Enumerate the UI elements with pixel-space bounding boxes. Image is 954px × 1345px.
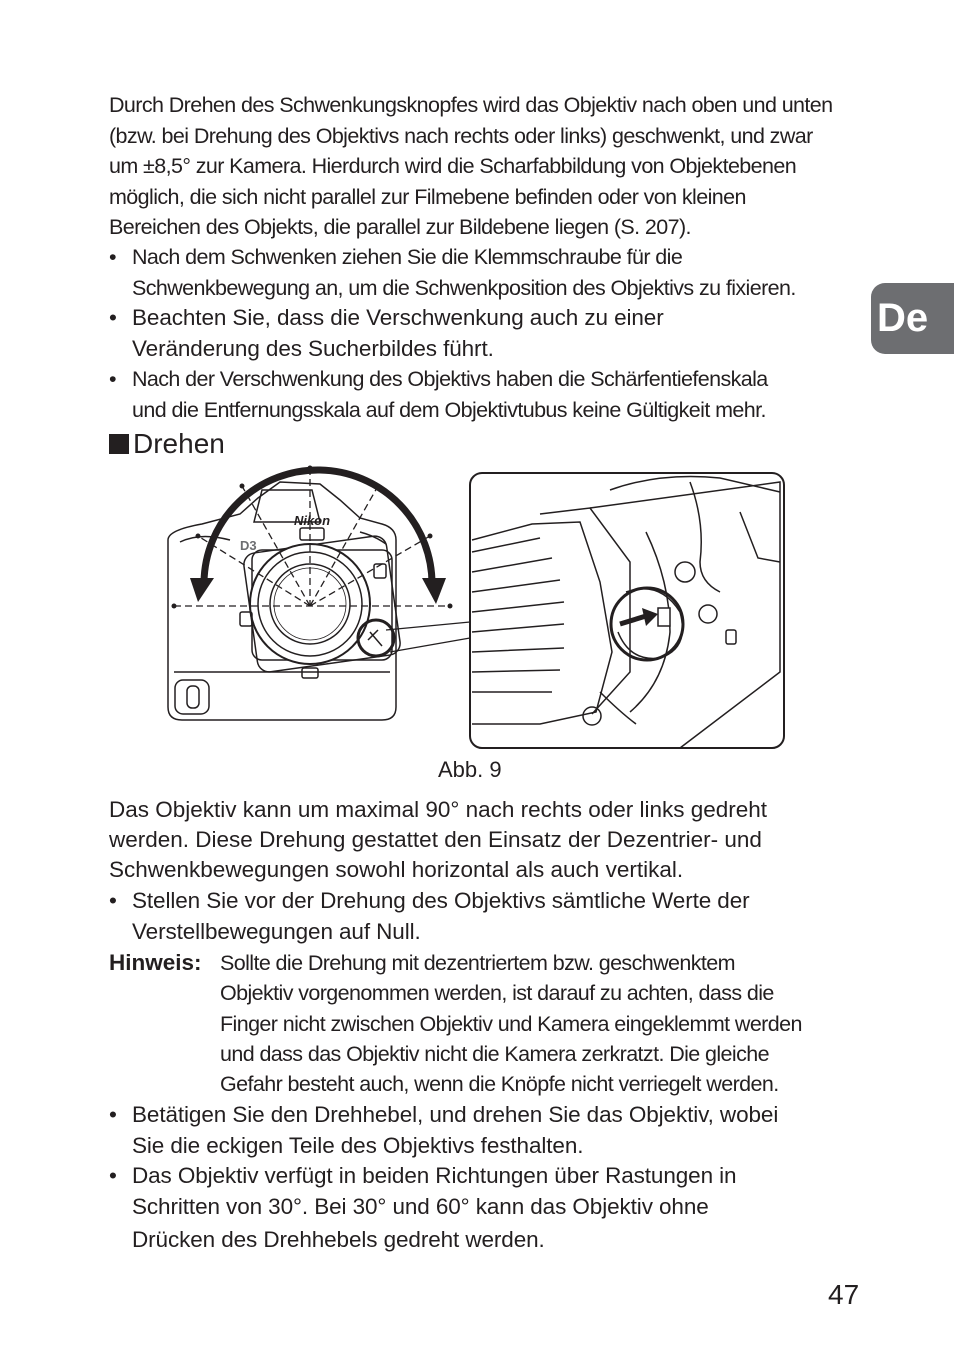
note-label: Hinweis:	[109, 950, 202, 975]
bullet-line: Schwenkbewegung an, um die Schwenkposition des Objektivs zu fixieren.	[132, 275, 796, 300]
intro-line: möglich, die sich nicht parallel zur Filmebene befinden oder von kleinen	[109, 184, 746, 209]
bullet-line: Beachten Sie, dass die Verschwenkung auch zu einer	[132, 305, 664, 330]
intro-line: um ±8,5° zur Kamera. Hierdurch wird die Scharfabbildung von Objektebenen	[109, 154, 797, 179]
rotation-lever-icon	[658, 608, 670, 626]
bullet-line: Veränderung des Sucherbildes führt.	[132, 335, 494, 361]
square-bullet-icon	[109, 434, 129, 454]
bullet-line: Verstellbewegungen auf Null.	[132, 918, 421, 944]
bullet-dot: •	[109, 245, 116, 269]
paragraph-line: Schwenkbewegungen sowohl horizontal als auch vertikal.	[109, 857, 684, 883]
bullet-dot: •	[109, 367, 116, 391]
bullet-line: und die Entfernungsskala auf dem Objektivtubus keine Gültigkeit mehr.	[132, 397, 766, 422]
note-line: und dass das Objektiv nicht die Kamera zerkratzt. Die gleiche	[220, 1041, 769, 1066]
bullet-dot: •	[109, 1102, 117, 1127]
rotation-figure	[160, 462, 790, 754]
camera-front-illustration	[168, 482, 402, 720]
intro-line: Bereichen des Objekts, die parallel zur Bildebene liegen (S. 207).	[109, 215, 691, 240]
paragraph-line: werden. Diese Drehung gestattet den Einsatz der Dezentrier- und	[109, 827, 762, 853]
bullet-line: Das Objektiv verfügt in beiden Richtungen über Rastungen in	[132, 1163, 737, 1188]
camera-brand-label: Nikon	[293, 513, 331, 528]
note-line: Sollte die Drehung mit dezentriertem bzw. geschwenktem	[220, 951, 735, 975]
bullet-viewfinder	[109, 303, 854, 364]
rotation-paragraph	[109, 795, 869, 886]
figure-caption: Abb. 9	[438, 757, 502, 782]
bullet-scales	[109, 364, 854, 425]
paragraph-line: Das Objektiv kann um maximal 90° nach rechts oder links gedreht	[109, 797, 768, 822]
bullet-rotation-lever	[109, 1100, 854, 1161]
arrow-head-right-icon	[422, 578, 446, 604]
bullet-line: Schritten von 30°. Bei 30° und 60° kann das Objektiv ohne	[132, 1193, 709, 1219]
language-tab: De	[871, 283, 954, 354]
section-heading-text: Drehen	[133, 428, 225, 459]
bullet-line: Stellen Sie vor der Drehung des Objektivs sämtliche Werte der	[132, 888, 750, 913]
note-line: Finger nicht zwischen Objektiv und Kamera eingeklemmt werden	[220, 1011, 802, 1036]
intro-line: Durch Drehen des Schwenkungsknopfes wird das Objektiv nach oben und unten	[109, 93, 833, 117]
bullet-line: Betätigen Sie den Drehhebel, und drehen Sie das Objektiv, wobei	[132, 1102, 779, 1127]
bullet-detents	[109, 1161, 854, 1256]
bullet-line: Sie die eckigen Teile des Objektivs festhalten.	[132, 1132, 584, 1158]
bullet-dot: •	[109, 305, 117, 330]
section-heading	[109, 427, 225, 461]
bullet-line: Nach der Verschwenkung des Objektivs haben die Schärfentiefenskala	[132, 367, 768, 391]
bullet-dot: •	[109, 1163, 117, 1188]
bullet-reset-values	[109, 886, 854, 947]
note-line: Gefahr besteht auch, wenn die Knöpfe nicht verriegelt werden.	[220, 1072, 779, 1097]
note-text	[220, 948, 860, 1099]
arrow-head-left-icon	[190, 578, 214, 602]
intro-paragraph	[109, 90, 849, 243]
bullet-line: Drücken des Drehhebels gedreht werden.	[132, 1227, 545, 1253]
bullet-dot: •	[109, 888, 117, 913]
intro-line: (bzw. bei Drehung des Objektivs nach rechts oder links) geschwenkt, und zwar	[109, 123, 813, 148]
bullet-clamp-screw	[109, 242, 854, 303]
camera-model-label: D3	[240, 538, 257, 553]
note-line: Objektiv vorgenommen werden, ist darauf zu achten, dass die	[220, 981, 774, 1006]
page-number: 47	[828, 1279, 860, 1310]
bullet-line: Nach dem Schwenken ziehen Sie die Klemmschraube für die	[132, 245, 683, 269]
detail-illustration	[470, 473, 784, 748]
